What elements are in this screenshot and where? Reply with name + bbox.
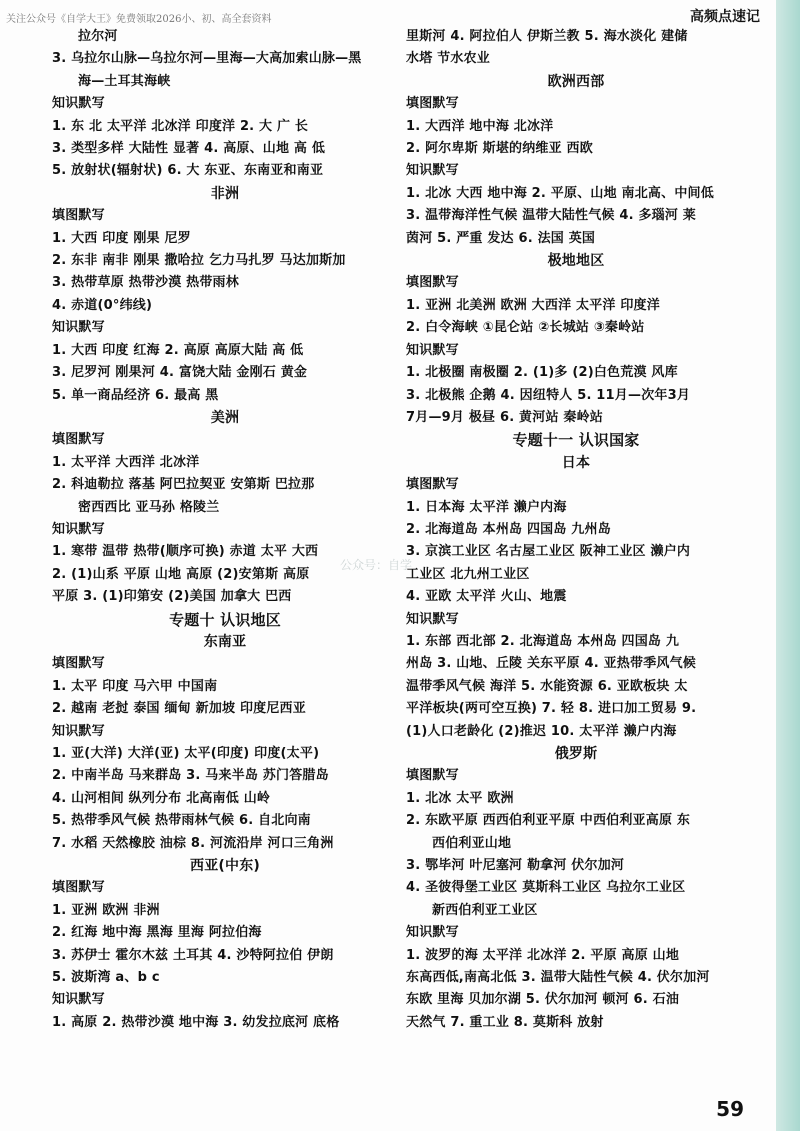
answer-line: 3. 京滨工业区 名古屋工业区 阪神工业区 濑户内: [406, 544, 691, 560]
answer-line: 2. 科迪勒拉 落基 阿巴拉契亚 安第斯 巴拉那: [52, 477, 315, 493]
answer-line: 1. 太平 印度 马六甲 中国南: [52, 678, 218, 694]
region-heading: 极地地区: [547, 253, 605, 270]
section-subheading: 知识默写: [406, 342, 459, 358]
answer-line: 平洋板块(两可空互换) 7. 轻 8. 进口加工贸易 9.: [406, 701, 697, 717]
answer-line: 东欧 里海 贝加尔湖 5. 伏尔加河 顿河 6. 石油: [406, 992, 680, 1008]
answer-line: 茵河 5. 严重 发达 6. 法国 英国: [406, 230, 596, 246]
answer-line: 2. (1)山系 平原 山地 高原 (2)安第斯 高原: [52, 566, 310, 582]
answer-line: 1. 太平洋 大西洋 北冰洋: [52, 454, 200, 470]
left-column: [52, 26, 398, 1034]
answer-line: 2. 越南 老挝 泰国 缅甸 新加坡 印度尼西亚: [52, 701, 306, 717]
section-subheading: 填图默写: [52, 880, 105, 896]
section-subheading: 填图默写: [52, 656, 105, 672]
answer-line: 5. 单一商品经济 6. 最高 黑: [52, 387, 219, 403]
region-heading: 俄罗斯: [554, 746, 598, 762]
answer-line: 7月—9月 极昼 6. 黄河站 秦岭站: [406, 409, 603, 425]
section-subheading: 填图默写: [52, 208, 105, 224]
answer-line: 4. 圣彼得堡工业区 莫斯科工业区 乌拉尔工业区: [406, 880, 686, 896]
answer-line: 天然气 7. 重工业 8. 莫斯科 放射: [406, 1014, 604, 1030]
answer-line: 3. 类型多样 大陆性 显著 4. 高原、山地 高 低: [52, 141, 326, 157]
answer-line: 1. 大西 印度 红海 2. 高原 高原大陆 高 低: [52, 342, 304, 358]
answer-line-continued: 西伯利亚山地: [432, 835, 512, 851]
section-subheading: 知识默写: [406, 163, 459, 179]
running-head: 高频点速记: [690, 9, 760, 25]
section-subheading: 知识默写: [406, 611, 459, 627]
section-subheading: 填图默写: [406, 768, 459, 784]
answer-line: 3. 鄂毕河 叶尼塞河 勒拿河 伏尔加河: [406, 858, 625, 874]
answer-line: 1. 亚(大洋) 大洋(亚) 太平(印度) 印度(太平): [52, 746, 320, 761]
region-heading: 欧洲西部: [547, 73, 605, 90]
answer-line: 2. 红海 地中海 黑海 里海 阿拉伯海: [52, 925, 262, 941]
region-heading: 东南亚: [203, 633, 247, 650]
section-subheading: 知识默写: [52, 992, 105, 1008]
section-subheading: 填图默写: [406, 96, 459, 112]
answer-line: 1. 高原 2. 热带沙漠 地中海 3. 幼发拉底河 底格: [52, 1014, 340, 1030]
answer-line: 1. 亚洲 欧洲 非洲: [52, 902, 160, 918]
answer-line: 平原 3. (1)印第安 (2)美国 加拿大 巴西: [52, 589, 292, 605]
answer-line: 3. 温带海洋性气候 温带大陆性气候 4. 多瑙河 莱: [406, 208, 696, 224]
answer-line: 1. 东部 西北部 2. 北海道岛 本州岛 四国岛 九: [406, 633, 680, 649]
answer-line: 1. 亚洲 北美洲 欧洲 大西洋 太平洋 印度洋: [406, 297, 660, 313]
section-subheading: 知识默写: [52, 521, 105, 537]
watermark: 公众号：自学: [340, 558, 413, 572]
answer-line: 3. 热带草原 热带沙漠 热带雨林: [52, 275, 239, 291]
section-subheading: 填图默写: [52, 432, 105, 448]
section-subheading: 知识默写: [52, 96, 105, 112]
section-subheading: 知识默写: [52, 723, 105, 739]
answer-line: 里斯河 4. 阿拉伯人 伊斯兰教 5. 海水淡化 建储: [406, 29, 688, 44]
answer-line: 东高西低,南高北低 3. 温带大陆性气候 4. 伏尔加河: [406, 970, 710, 986]
topic-heading: 专题十 认识地区: [169, 610, 281, 629]
page-edge-color-bar: [776, 0, 800, 1131]
answer-line-continued: 新西伯利亚工业区: [432, 902, 538, 918]
answer-line: 1. 大西 印度 刚果 尼罗: [52, 230, 191, 246]
answer-line: 7. 水稻 天然橡胶 油棕 8. 河流沿岸 河口三角洲: [52, 835, 334, 851]
answer-line: 3. 乌拉尔山脉—乌拉尔河—里海—大高加索山脉—黑: [52, 51, 362, 67]
answer-line-continued: 拉尔河: [78, 29, 118, 44]
answer-line: 1. 东 北 太平洋 北冰洋 印度洋 2. 大 广 长: [52, 118, 309, 134]
answer-line: 3. 北极熊 企鹅 4. 因纽特人 5. 11月—次年3月: [406, 387, 691, 403]
answer-line: 州岛 3. 山地、丘陵 关东平原 4. 亚热带季风气候: [406, 656, 696, 672]
answer-line: 1. 日本海 太平洋 濑户内海: [406, 499, 567, 515]
section-subheading: 知识默写: [406, 925, 459, 941]
answer-line: 2. 白令海峡 ①昆仑站 ②长城站 ③秦岭站: [406, 320, 645, 336]
answer-line: 2. 东欧平原 西西伯利亚平原 中西伯利亚高原 东: [406, 813, 691, 829]
section-subheading: 填图默写: [406, 275, 459, 291]
answer-line: 5. 波斯湾 a、b c: [52, 970, 160, 986]
answer-line: 1. 寒带 温带 热带(顺序可换) 赤道 太平 大西: [52, 544, 319, 560]
answer-line: 温带季风气候 海洋 5. 水能资源 6. 亚欧板块 太: [406, 678, 688, 694]
right-column: [406, 26, 746, 1034]
answer-line: 1. 北冰 大西 地中海 2. 平原、山地 南北高、中间低: [406, 185, 714, 201]
answer-line: 水塔 节水农业: [406, 51, 490, 67]
answer-line: 3. 苏伊士 霍尔木兹 土耳其 4. 沙特阿拉伯 伊朗: [52, 947, 334, 963]
section-subheading: 知识默写: [52, 320, 105, 336]
answer-line: 2. 中南半岛 马来群岛 3. 马来半岛 苏门答腊岛: [52, 768, 329, 784]
region-heading: 美洲: [210, 409, 240, 426]
answer-line: 1. 北极圈 南极圈 2. (1)多 (2)白色荒漠 风库: [406, 365, 678, 381]
answer-line: (1)人口老龄化 (2)推迟 10. 太平洋 濑户内海: [406, 723, 677, 739]
answer-line: 3. 尼罗河 刚果河 4. 富饶大陆 金刚石 黄金: [52, 365, 308, 381]
region-heading: 非洲: [210, 185, 240, 202]
answer-line: 1. 北冰 太平 欧洲: [406, 790, 514, 806]
region-heading: 日本: [561, 454, 591, 471]
answer-line: 1. 大西洋 地中海 北冰洋: [406, 118, 554, 134]
answer-line: 2. 阿尔卑斯 斯堪的纳维亚 西欧: [406, 141, 593, 157]
answer-line: 5. 放射状(辐射状) 6. 大 东亚、东南亚和南亚: [52, 163, 324, 179]
answer-line-continued: 密西西比 亚马孙 格陵兰: [78, 499, 220, 515]
topic-heading: 专题十一 认识国家: [512, 431, 640, 450]
region-heading: 西亚(中东): [190, 858, 260, 875]
answer-line: 5. 热带季风气候 热带雨林气候 6. 自北向南: [52, 813, 311, 829]
page-number: 59: [716, 1097, 744, 1121]
answer-line: 2. 北海道岛 本州岛 四国岛 九州岛: [406, 521, 611, 537]
answer-line-continued: 海—土耳其海峡: [78, 73, 171, 89]
answer-line: 1. 波罗的海 太平洋 北冰洋 2. 平原 高原 山地: [406, 947, 680, 963]
answer-line: 4. 亚欧 太平洋 火山、地震: [406, 589, 567, 605]
answer-line: 2. 东非 南非 刚果 撒哈拉 乞力马扎罗 马达加斯加: [52, 253, 346, 269]
section-subheading: 填图默写: [406, 477, 459, 493]
answer-line: 4. 赤道(0°纬线): [52, 297, 153, 313]
answer-line: 工业区 北九州工业区: [406, 566, 530, 582]
header-promo-note: 关注公众号《自学大王》免费领取2026小、初、高全套资料: [6, 14, 272, 25]
answer-line: 4. 山河相间 纵列分布 北高南低 山岭: [52, 790, 271, 806]
